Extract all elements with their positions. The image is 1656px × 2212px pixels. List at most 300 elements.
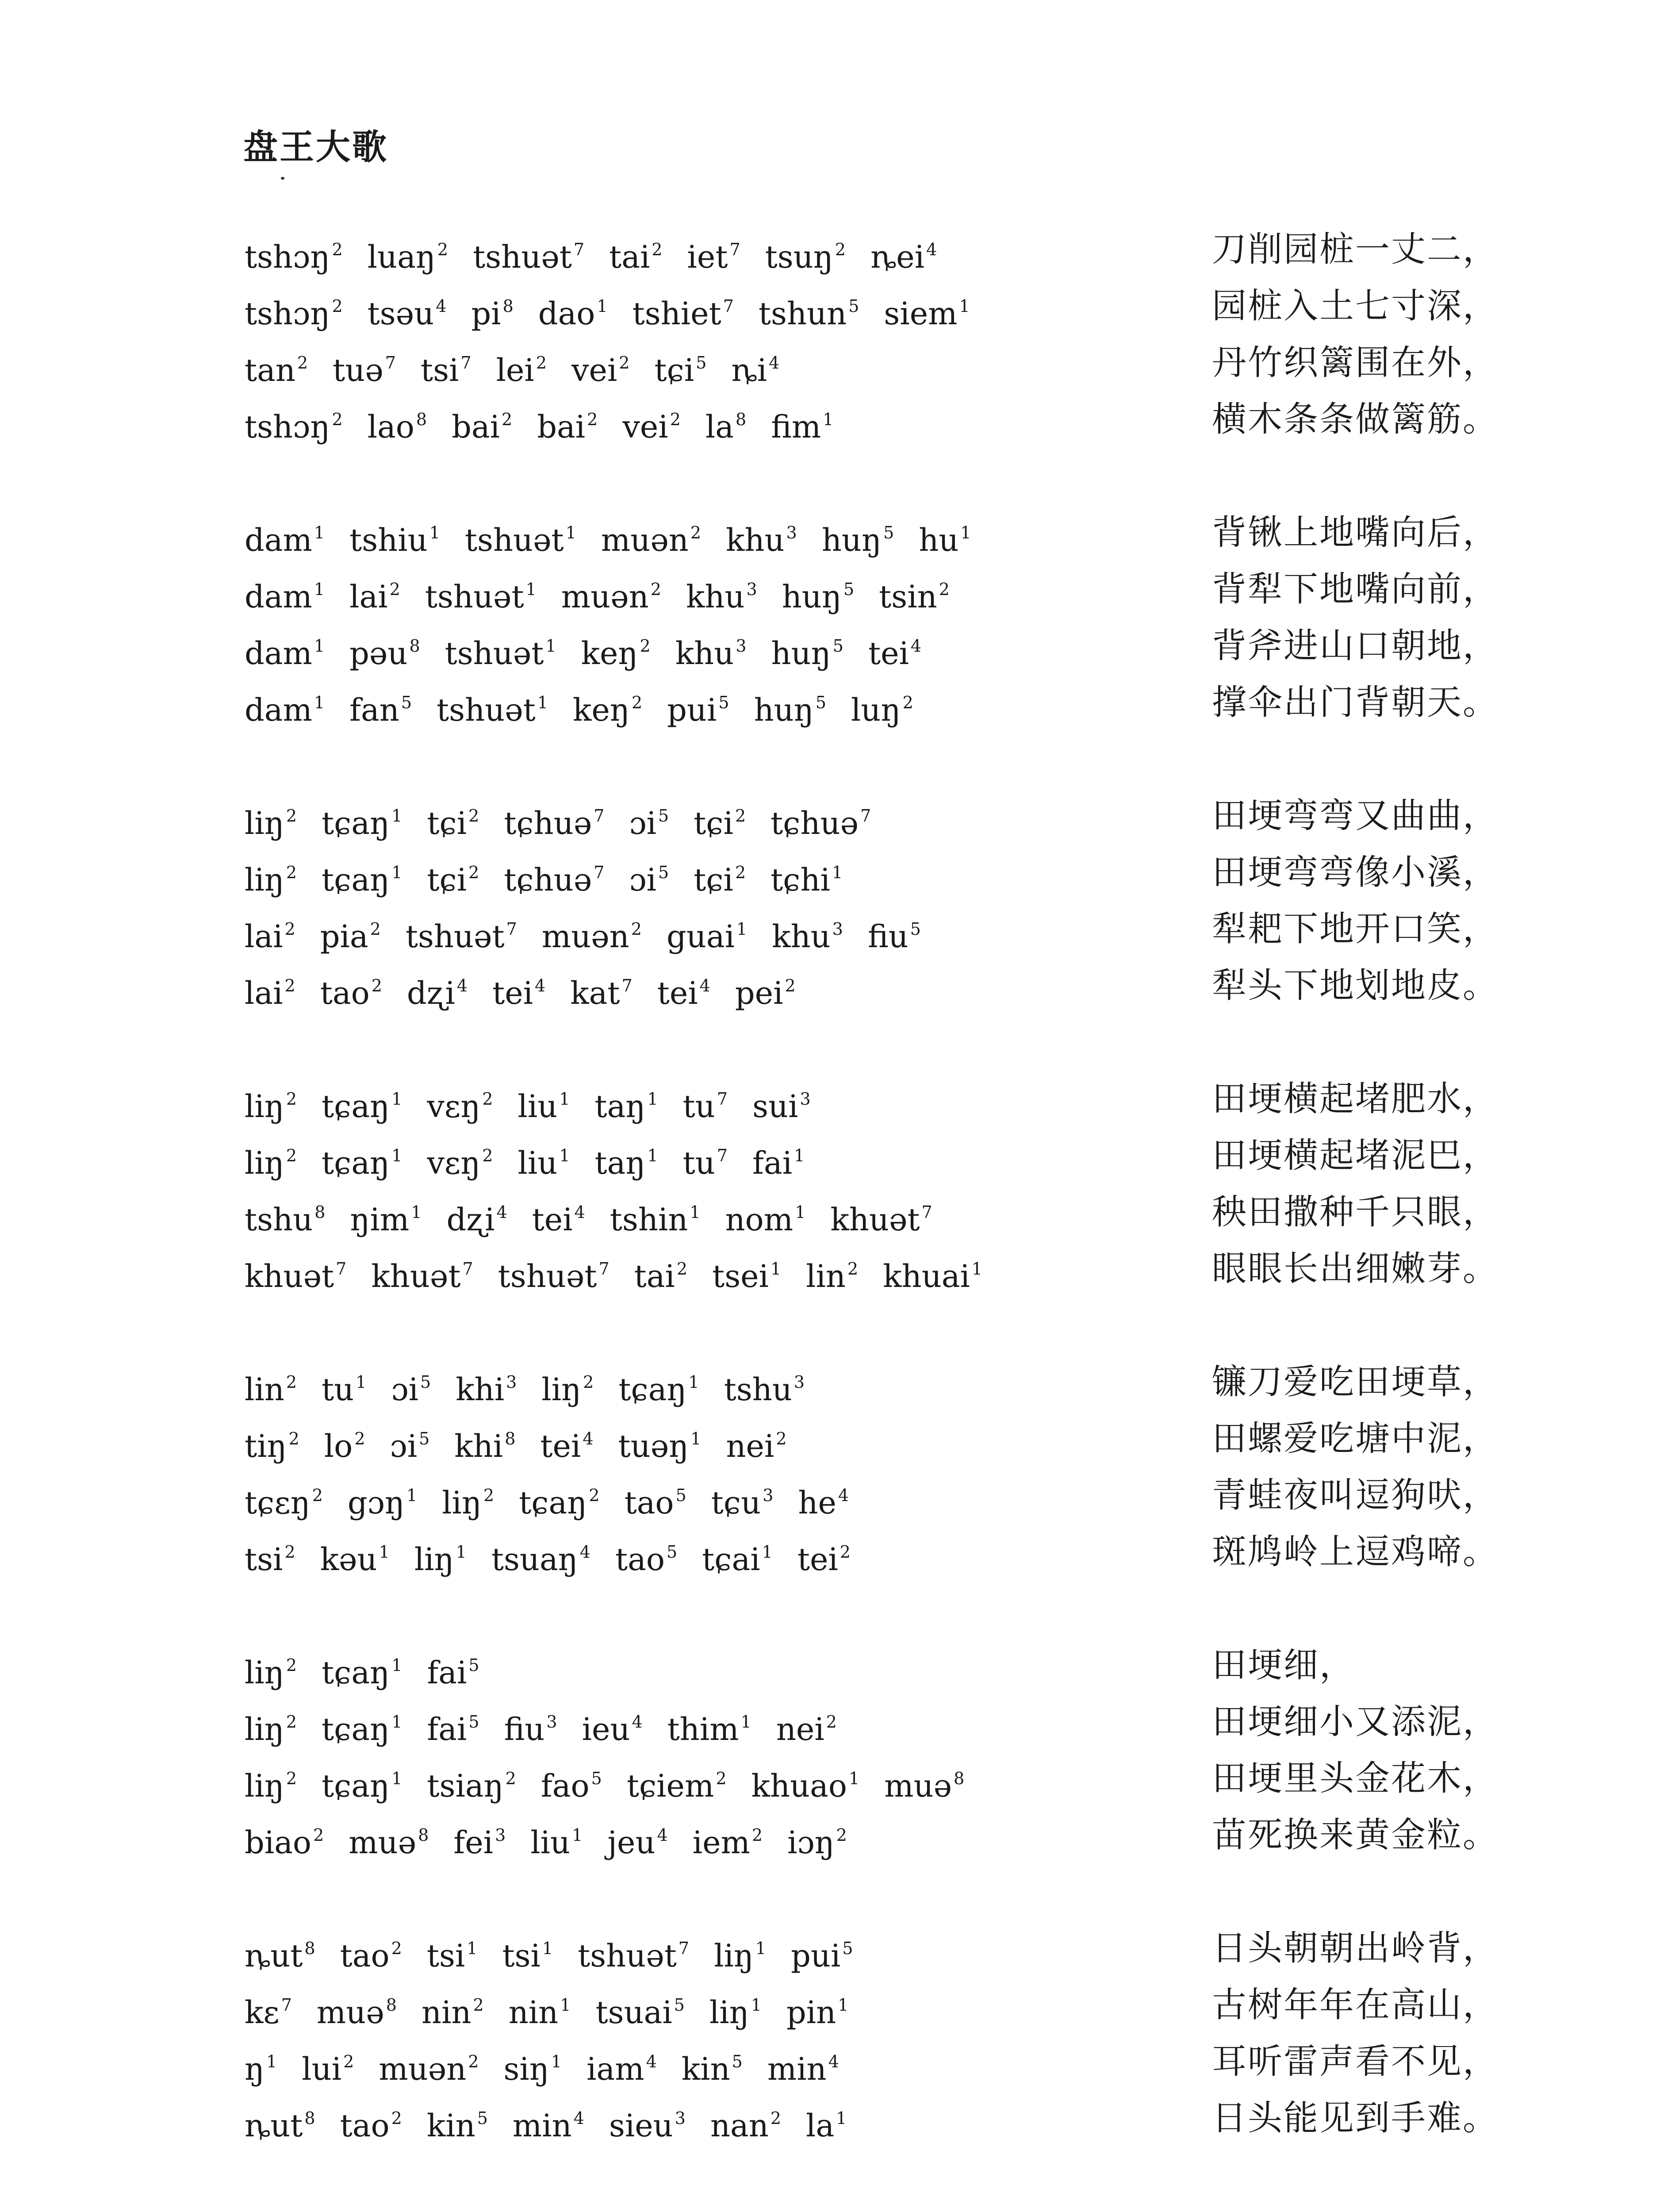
syllable-text: vɛŋ bbox=[427, 1145, 481, 1181]
syllable-text: khi bbox=[456, 1371, 505, 1408]
syllable-text: tɕhuə bbox=[504, 805, 592, 841]
syllable-text: tshɔŋ bbox=[245, 296, 330, 332]
syllable-text: khu bbox=[675, 635, 734, 672]
syllable bbox=[787, 1807, 847, 1871]
verse-line bbox=[0, 561, 1656, 618]
syllable bbox=[634, 1240, 687, 1305]
syllable bbox=[759, 278, 859, 342]
syllable-text: tei bbox=[532, 1202, 573, 1238]
tone-number: 5 bbox=[843, 580, 855, 599]
tone-number: 8 bbox=[416, 410, 427, 429]
syllable-text: tiŋ bbox=[245, 1428, 287, 1464]
syllable-text: pin bbox=[786, 1994, 836, 2031]
syllable-text: kəu bbox=[320, 1541, 377, 1578]
verse-line bbox=[0, 1127, 1656, 1184]
syllable bbox=[504, 787, 604, 852]
tone-number: 5 bbox=[420, 1372, 431, 1392]
tone-number: 3 bbox=[800, 1089, 811, 1109]
tone-number: 2 bbox=[735, 863, 746, 882]
tone-number: 2 bbox=[437, 240, 448, 259]
syllable-text: tɕi bbox=[694, 805, 733, 841]
syllable-text: tɕaŋ bbox=[322, 862, 390, 898]
verse-line bbox=[0, 221, 1656, 278]
tone-number: 7 bbox=[729, 240, 740, 259]
chinese-translation: 田埂弯弯像小溪， bbox=[1212, 853, 1499, 892]
syllable bbox=[245, 1410, 299, 1475]
syllable bbox=[752, 1071, 811, 1135]
syllable-text: tɕhi bbox=[770, 862, 830, 898]
syllable bbox=[726, 504, 797, 568]
syllable bbox=[340, 1920, 402, 1984]
tone-number: 2 bbox=[939, 580, 950, 599]
syllable-text: tu bbox=[682, 1145, 715, 1181]
tone-number: 1 bbox=[542, 1939, 553, 1958]
syllable-text: nom bbox=[725, 1202, 794, 1238]
syllable bbox=[694, 787, 746, 852]
syllable-text: tshuət bbox=[445, 635, 544, 672]
syllable bbox=[245, 1467, 323, 1531]
syllable-text: fim bbox=[771, 409, 821, 445]
verse-line bbox=[0, 1071, 1656, 1127]
romanization bbox=[245, 278, 970, 342]
verse-line bbox=[0, 618, 1656, 674]
syllable bbox=[368, 391, 427, 455]
romanization bbox=[245, 1467, 849, 1531]
tone-number: 2 bbox=[735, 806, 746, 826]
syllable-text: lao bbox=[367, 409, 414, 445]
tone-number: 4 bbox=[926, 240, 937, 259]
syllable-text: ɔi bbox=[629, 805, 657, 841]
tone-number: 2 bbox=[286, 1712, 297, 1732]
syllable-text: iem bbox=[692, 1824, 750, 1861]
romanization bbox=[245, 674, 913, 738]
tone-number: 1 bbox=[559, 1146, 570, 1165]
chinese-translation: 苗死换来黄金粒。 bbox=[1212, 1815, 1499, 1855]
syllable bbox=[498, 1240, 610, 1305]
tone-number: 1 bbox=[960, 523, 971, 542]
tone-number: 2 bbox=[288, 1429, 299, 1448]
syllable-text: fai bbox=[427, 1655, 467, 1691]
syllable bbox=[627, 1750, 727, 1814]
syllable-text: liŋ bbox=[245, 1768, 284, 1804]
syllable bbox=[702, 1524, 773, 1588]
syllable-text: muə bbox=[884, 1768, 952, 1804]
syllable bbox=[349, 561, 400, 625]
tone-number: 1 bbox=[545, 636, 556, 656]
syllable bbox=[726, 1410, 786, 1475]
syllable-text: luaŋ bbox=[367, 239, 436, 275]
syllable-text: liŋ bbox=[714, 1938, 754, 1974]
tone-number: 2 bbox=[587, 410, 598, 429]
romanization bbox=[245, 901, 921, 965]
tone-number: 2 bbox=[343, 2052, 354, 2071]
syllable-text: tsəu bbox=[367, 296, 434, 332]
syllable bbox=[786, 1977, 848, 2041]
syllable bbox=[771, 618, 843, 682]
syllable bbox=[245, 391, 343, 455]
tone-number: 2 bbox=[836, 1825, 847, 1845]
syllable bbox=[573, 674, 642, 738]
chinese-translation: 田埂里头金花木， bbox=[1212, 1759, 1499, 1798]
syllable-text: dao bbox=[538, 296, 595, 332]
tone-number: 3 bbox=[794, 1372, 805, 1392]
tone-number: 1 bbox=[391, 1089, 402, 1109]
syllable-text: tɕaŋ bbox=[322, 1088, 390, 1125]
tone-number: 3 bbox=[675, 2108, 686, 2128]
syllable bbox=[427, 1750, 516, 1814]
syllable bbox=[561, 561, 661, 625]
syllable-text: iɔŋ bbox=[787, 1824, 835, 1861]
syllable bbox=[767, 2033, 839, 2097]
syllable bbox=[445, 618, 556, 682]
tone-number: 2 bbox=[631, 919, 642, 939]
syllable bbox=[322, 1637, 402, 1701]
syllable-text: la bbox=[705, 409, 734, 445]
syllable bbox=[446, 1184, 507, 1248]
tone-number: 1 bbox=[740, 1712, 751, 1732]
tone-number: 7 bbox=[717, 1089, 728, 1109]
tone-number: 4 bbox=[573, 2108, 584, 2128]
tone-number: 2 bbox=[468, 863, 479, 882]
syllable-text: pi bbox=[471, 296, 501, 332]
syllable-text: ɔi bbox=[391, 1371, 419, 1408]
tone-number: 2 bbox=[391, 1939, 402, 1958]
verse-line bbox=[0, 844, 1656, 901]
tone-number: 5 bbox=[419, 1429, 430, 1448]
syllable bbox=[509, 1977, 571, 2041]
syllable-text: pəu bbox=[349, 635, 408, 672]
tone-number: 7 bbox=[860, 806, 871, 826]
romanization bbox=[245, 221, 937, 285]
syllable bbox=[538, 278, 608, 342]
syllable-text: tshu bbox=[724, 1371, 792, 1408]
verse-line bbox=[0, 278, 1656, 334]
syllable bbox=[771, 391, 833, 455]
tone-number: 1 bbox=[565, 523, 576, 542]
syllable-text: jeu bbox=[607, 1824, 656, 1861]
tone-number: 2 bbox=[770, 2108, 782, 2128]
chinese-translation: 田埂弯弯又曲曲， bbox=[1212, 796, 1499, 836]
tone-number: 2 bbox=[286, 1146, 297, 1165]
syllable bbox=[245, 901, 295, 965]
syllable bbox=[245, 278, 343, 342]
syllable bbox=[537, 391, 598, 455]
tone-number: 2 bbox=[468, 806, 479, 826]
tone-number: 8 bbox=[736, 410, 747, 429]
syllable-text: tsi bbox=[502, 1938, 540, 1974]
syllable-text: liŋ bbox=[245, 1088, 284, 1125]
romanization bbox=[245, 504, 971, 568]
syllable bbox=[437, 674, 548, 738]
tone-number: 5 bbox=[848, 296, 859, 316]
chinese-translation: 田埂细小又添泥， bbox=[1212, 1702, 1499, 1742]
tone-number: 1 bbox=[537, 693, 548, 712]
tone-number: 2 bbox=[468, 2052, 479, 2071]
syllable-text: tɕaŋ bbox=[618, 1371, 687, 1408]
tone-number: 7 bbox=[506, 919, 517, 939]
syllable-text: tshin bbox=[610, 1202, 688, 1238]
syllable bbox=[609, 221, 662, 285]
verse-line bbox=[0, 2033, 1656, 2090]
tone-number: 1 bbox=[849, 1769, 860, 1788]
syllable bbox=[245, 1524, 295, 1588]
syllable-text: fan bbox=[349, 692, 399, 728]
tone-number: 1 bbox=[832, 863, 843, 882]
syllable bbox=[456, 1354, 517, 1418]
header-ink-mark bbox=[281, 177, 284, 180]
syllable-text: ɔi bbox=[390, 1428, 418, 1464]
chinese-translation: 青蛙夜叫逗狗吠， bbox=[1212, 1475, 1499, 1515]
tone-number: 7 bbox=[462, 1259, 473, 1279]
romanization bbox=[245, 1354, 805, 1418]
romanization bbox=[245, 844, 843, 908]
syllable-text: tshɔŋ bbox=[245, 409, 330, 445]
syllable bbox=[710, 2090, 781, 2154]
verse-line bbox=[0, 1354, 1656, 1410]
syllable bbox=[782, 561, 854, 625]
syllable bbox=[693, 1807, 763, 1871]
verse-line bbox=[0, 504, 1656, 561]
syllable-text: he bbox=[798, 1485, 836, 1521]
syllable-text: tuəŋ bbox=[618, 1428, 689, 1464]
tone-number: 2 bbox=[776, 1429, 787, 1448]
tone-number: 7 bbox=[678, 1939, 690, 1958]
verse-line bbox=[0, 1977, 1656, 2033]
tone-number: 1 bbox=[456, 1542, 467, 1562]
tone-number: 5 bbox=[468, 1712, 479, 1732]
syllable-text: muən bbox=[601, 522, 689, 558]
syllable bbox=[245, 1637, 297, 1701]
syllable-text: tsiaŋ bbox=[427, 1768, 504, 1804]
syllable-text: liu bbox=[530, 1824, 571, 1861]
tone-number: 4 bbox=[496, 1202, 507, 1222]
syllable bbox=[714, 1920, 766, 1984]
syllable bbox=[632, 278, 734, 342]
syllable bbox=[667, 674, 729, 738]
syllable-text: ɔi bbox=[629, 862, 657, 898]
syllable bbox=[245, 618, 325, 682]
tone-number: 1 bbox=[391, 863, 402, 882]
syllable-text: tsi bbox=[420, 352, 459, 388]
tone-number: 1 bbox=[467, 1939, 478, 1958]
syllable-text: biao bbox=[245, 1824, 312, 1861]
tone-number: 2 bbox=[690, 523, 702, 542]
syllable-text: tu bbox=[682, 1088, 715, 1125]
romanization bbox=[245, 1184, 932, 1248]
tone-number: 1 bbox=[429, 523, 440, 542]
syllable-text: huŋ bbox=[821, 522, 882, 558]
romanization bbox=[245, 957, 796, 1022]
chinese-translation: 日头能见到手难。 bbox=[1212, 2098, 1499, 2138]
tone-number: 3 bbox=[495, 1825, 506, 1845]
syllable-text: tao bbox=[340, 2108, 390, 2144]
syllable bbox=[349, 618, 420, 682]
tone-number: 4 bbox=[646, 2052, 657, 2071]
syllable-text: liŋ bbox=[245, 805, 284, 841]
tone-number: 2 bbox=[826, 1712, 837, 1732]
romanization bbox=[245, 1807, 847, 1871]
tone-number: 5 bbox=[832, 636, 843, 656]
syllable-text: lin bbox=[806, 1258, 846, 1294]
syllable-text: tɕaŋ bbox=[322, 1768, 390, 1804]
syllable bbox=[765, 221, 846, 285]
syllable bbox=[595, 1071, 658, 1135]
syllable-text: la bbox=[806, 2108, 835, 2144]
syllable bbox=[245, 844, 297, 908]
syllable bbox=[595, 1127, 658, 1191]
syllable bbox=[322, 1071, 402, 1135]
syllable bbox=[245, 1071, 297, 1135]
tone-number: 2 bbox=[847, 1259, 859, 1279]
syllable bbox=[425, 561, 537, 625]
romanization bbox=[245, 561, 950, 625]
syllable bbox=[919, 504, 971, 568]
tone-number: 4 bbox=[574, 1202, 585, 1222]
syllable bbox=[519, 1467, 599, 1531]
romanization bbox=[245, 334, 779, 399]
tone-number: 2 bbox=[332, 410, 343, 429]
tone-number: 5 bbox=[477, 2108, 488, 2128]
syllable-text: thim bbox=[667, 1711, 739, 1747]
tone-number: 1 bbox=[647, 1089, 658, 1109]
syllable-text: liŋ bbox=[245, 862, 284, 898]
tone-number: 1 bbox=[391, 1712, 402, 1732]
syllable bbox=[712, 1240, 781, 1305]
tone-number: 2 bbox=[473, 1995, 484, 2015]
syllable bbox=[371, 1240, 473, 1305]
tone-number: 1 bbox=[794, 1146, 805, 1165]
chinese-translation: 眼眼长出细嫩芽。 bbox=[1212, 1249, 1499, 1289]
verse-line bbox=[0, 334, 1656, 391]
tone-number: 3 bbox=[546, 1712, 557, 1732]
chinese-translation: 背锹上地嘴向后， bbox=[1212, 513, 1499, 553]
tone-number: 3 bbox=[786, 523, 797, 542]
syllable-text: bai bbox=[452, 409, 500, 445]
syllable-text: khuət bbox=[371, 1258, 461, 1294]
syllable-text: nei bbox=[726, 1428, 774, 1464]
tone-number: 4 bbox=[838, 1486, 849, 1505]
syllable-text: tei bbox=[868, 635, 909, 672]
syllable bbox=[350, 1184, 422, 1248]
syllable-text: lai bbox=[349, 579, 388, 615]
syllable-text: liu bbox=[518, 1145, 558, 1181]
tone-number: 1 bbox=[559, 1089, 570, 1109]
syllable bbox=[322, 1750, 402, 1814]
tone-number: 3 bbox=[746, 580, 757, 599]
tone-number: 1 bbox=[551, 2052, 562, 2071]
tone-number: 1 bbox=[525, 580, 537, 599]
verse-line bbox=[0, 1467, 1656, 1524]
tone-number: 2 bbox=[583, 1372, 594, 1392]
tone-number: 2 bbox=[284, 1542, 295, 1562]
syllable-text: dam bbox=[245, 635, 312, 672]
tone-number: 1 bbox=[690, 1429, 702, 1448]
syllable-text: bai bbox=[537, 409, 586, 445]
tone-number: 7 bbox=[921, 1202, 932, 1222]
syllable bbox=[391, 1354, 431, 1418]
tone-number: 2 bbox=[716, 1769, 727, 1788]
syllable bbox=[302, 2033, 354, 2097]
tone-number: 5 bbox=[732, 2052, 743, 2071]
syllable-text: tao bbox=[340, 1938, 390, 1974]
tone-number: 5 bbox=[674, 1995, 685, 2015]
syllable-text: vei bbox=[622, 409, 668, 445]
syllable bbox=[427, 844, 479, 908]
tone-number: 1 bbox=[751, 1995, 762, 2015]
syllable bbox=[618, 1410, 702, 1475]
syllable bbox=[245, 787, 297, 852]
tone-number: 8 bbox=[502, 296, 514, 316]
syllable-text: lo bbox=[324, 1428, 353, 1464]
syllable-text: muən bbox=[379, 2051, 467, 2087]
syllable-text: ȵut bbox=[245, 2108, 303, 2144]
tone-number: 5 bbox=[910, 919, 921, 939]
tone-number: 2 bbox=[297, 353, 308, 373]
tone-number: 2 bbox=[286, 806, 297, 826]
verse-line bbox=[0, 1240, 1656, 1297]
syllable bbox=[245, 1694, 297, 1758]
syllable-text: ieu bbox=[582, 1711, 630, 1747]
tone-number: 2 bbox=[652, 240, 663, 259]
verse-line bbox=[0, 1524, 1656, 1580]
syllable bbox=[427, 2090, 488, 2154]
syllable-text: tɕhuə bbox=[504, 862, 592, 898]
syllable bbox=[427, 1637, 479, 1701]
tone-number: 4 bbox=[632, 1712, 643, 1732]
tone-number: 7 bbox=[385, 353, 396, 373]
syllable-text: tsei bbox=[712, 1258, 769, 1294]
tone-number: 5 bbox=[696, 353, 707, 373]
syllable-text: lui bbox=[302, 2051, 342, 2087]
syllable bbox=[586, 2033, 657, 2097]
syllable bbox=[683, 1071, 728, 1135]
verse-line bbox=[0, 957, 1656, 1014]
syllable-text: tɕaŋ bbox=[322, 1711, 390, 1747]
syllable bbox=[245, 2090, 315, 2154]
syllable bbox=[368, 221, 448, 285]
tone-number: 7 bbox=[717, 1146, 728, 1165]
syllable bbox=[883, 1240, 982, 1305]
syllable bbox=[245, 2033, 277, 2097]
syllable-text: ŋ bbox=[245, 2051, 265, 2087]
syllable bbox=[711, 1467, 774, 1531]
syllable bbox=[427, 1694, 479, 1758]
syllable-text: tao bbox=[615, 1541, 665, 1578]
syllable bbox=[683, 1127, 728, 1191]
syllable-text: khi bbox=[454, 1428, 503, 1464]
tone-number: 2 bbox=[286, 1089, 297, 1109]
syllable-text: khu bbox=[726, 522, 785, 558]
syllable-text: tshu bbox=[245, 1202, 313, 1238]
syllable-text: nin bbox=[508, 1994, 559, 2031]
syllable bbox=[320, 957, 382, 1022]
syllable-text: khu bbox=[686, 579, 745, 615]
syllable bbox=[492, 957, 545, 1022]
chinese-translation: 园桩入土七寸深， bbox=[1212, 286, 1499, 326]
tone-number: 2 bbox=[785, 976, 796, 995]
syllable bbox=[884, 278, 970, 342]
tone-number: 2 bbox=[502, 410, 513, 429]
tone-number: 4 bbox=[769, 353, 780, 373]
syllable-text: tei bbox=[657, 975, 698, 1011]
syllable bbox=[427, 1071, 493, 1135]
tone-number: 2 bbox=[640, 636, 651, 656]
syllable bbox=[502, 1920, 553, 1984]
syllable-text: nin bbox=[421, 1994, 472, 2031]
syllable-text: tshuət bbox=[405, 918, 505, 955]
syllable-text: tsuŋ bbox=[765, 239, 833, 275]
syllable-text: khuai bbox=[883, 1258, 970, 1294]
